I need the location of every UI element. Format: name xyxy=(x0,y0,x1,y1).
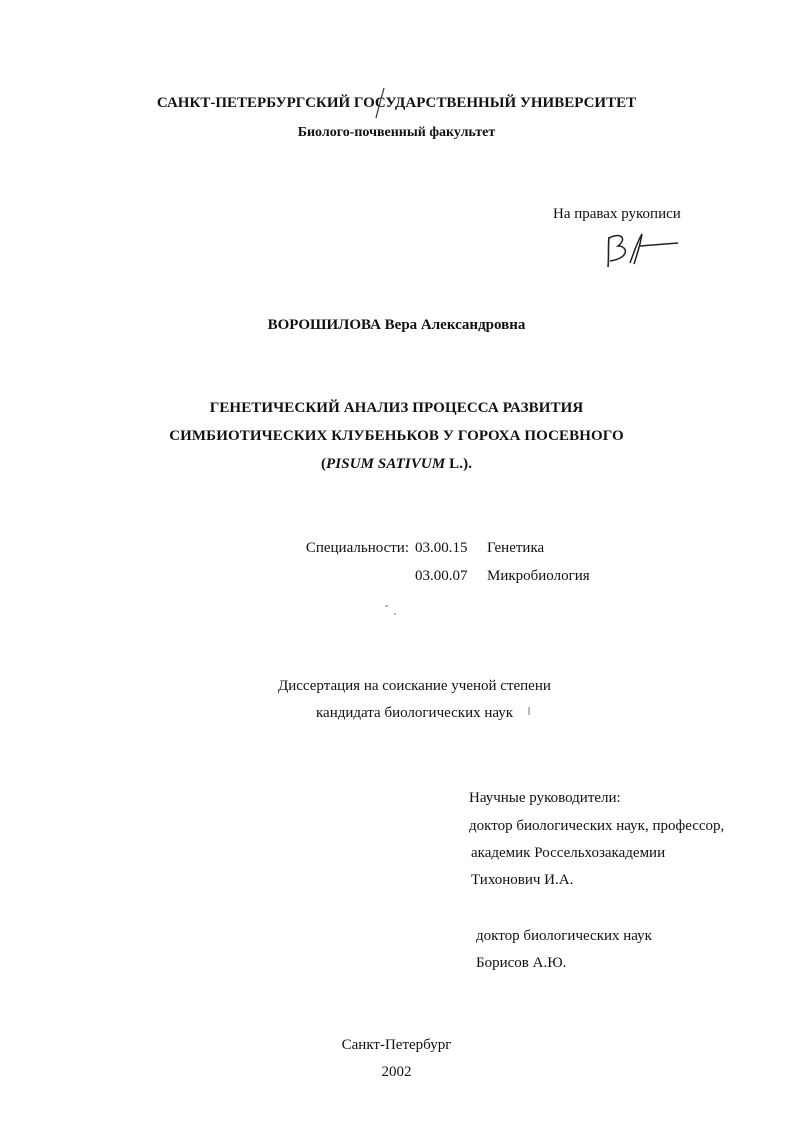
title-open-paren: ( xyxy=(320,456,327,472)
signature-stroke xyxy=(640,243,678,246)
supervisor-2-title: доктор биологических наук xyxy=(476,928,652,944)
year: 2002 xyxy=(381,1064,412,1080)
city: Санкт-Петербург xyxy=(341,1037,452,1053)
supervisor-1-academy: академик Россельхозакадемии xyxy=(471,845,666,861)
specialties-label: Специальности: xyxy=(305,540,409,556)
author-given-names: Вера Александровна xyxy=(384,317,526,333)
author-name xyxy=(0,317,793,334)
supervisors-heading: Научные руководители: xyxy=(469,790,621,806)
handwritten-signature xyxy=(600,228,682,270)
supervisor-1-title: доктор биологических наук, профессор, xyxy=(469,818,725,834)
specialty-code: 03.00.07 xyxy=(415,568,468,584)
pen-mark xyxy=(373,86,387,120)
signature-stroke xyxy=(608,237,609,267)
specialty-row-2 xyxy=(209,568,590,585)
specialty-name: Микробиология xyxy=(487,568,590,584)
specialty-code: 03.00.15 xyxy=(415,540,468,556)
degree-line-1: Диссертация на соискание ученой степени xyxy=(278,678,551,694)
degree-line-2: кандидата биологических наук xyxy=(316,705,514,721)
title-latin-name: PISUM SATIVUM xyxy=(326,456,446,472)
pen-mark-stroke xyxy=(376,88,384,118)
specialty-row-1 xyxy=(209,540,544,557)
scan-speck xyxy=(528,707,530,715)
title-suffix: L.). xyxy=(445,456,473,472)
supervisor-2-name: Борисов А.Ю. xyxy=(476,955,567,971)
supervisor-1-name: Тихонович И.А. xyxy=(471,872,574,888)
scan-speck xyxy=(394,613,396,615)
university-name: САНКТ-ПЕТЕРБУРГСКИЙ ГОСУДАРСТВЕННЫЙ УНИВЕРСИТЕТ xyxy=(156,95,637,111)
author-surname: ВОРОШИЛОВА xyxy=(267,317,381,333)
title-line-1: ГЕНЕТИЧЕСКИЙ АНАЛИЗ ПРОЦЕССА РАЗВИТИЯ xyxy=(209,400,584,416)
title-line-3 xyxy=(0,456,793,473)
manuscript-rights: На правах рукописи xyxy=(553,206,681,222)
faculty-name: Биолого-почвенный факультет xyxy=(297,125,496,140)
title-line-2: СИМБИОТИЧЕСКИХ КЛУБЕНЬКОВ У ГОРОХА ПОСЕВНОГО xyxy=(169,428,624,444)
signature-stroke xyxy=(630,234,642,264)
specialty-name: Генетика xyxy=(487,540,545,556)
scan-speck xyxy=(385,605,388,607)
signature-stroke xyxy=(609,236,625,261)
